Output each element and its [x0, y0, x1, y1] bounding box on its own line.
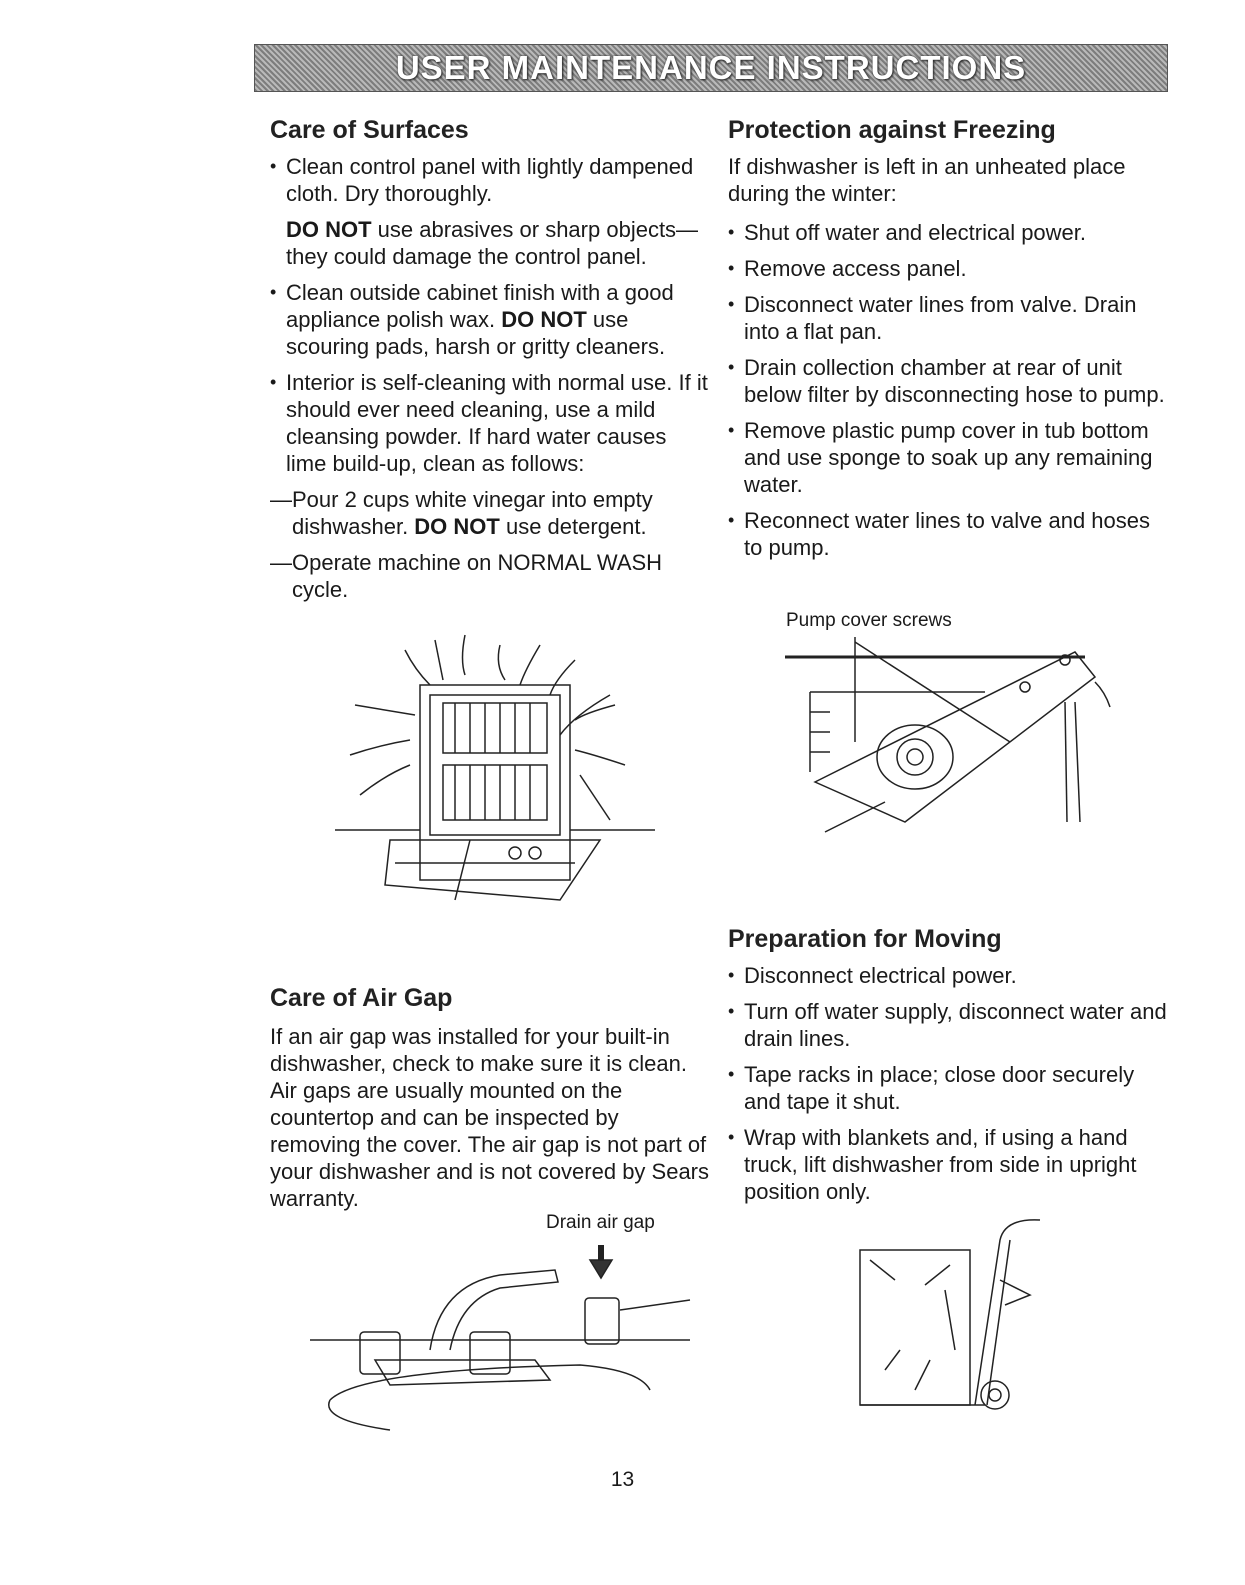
air-gap-paragraph: If an air gap was installed for your built-in dishwasher, check to make sure it is clean. Air gaps are usually mounted on the countertop and can be inspected by removing the cover. The air gap is not part of your dishwasher and is not covered by Sears warranty. — [270, 1024, 710, 1211]
moving-step: • Wrap with blankets and, if using a hand truck, lift dishwasher from side in upright position only. — [728, 1124, 1168, 1205]
moving-heading: Preparation for Moving — [728, 925, 1002, 953]
dishwasher-illustration — [335, 625, 675, 920]
freezing-step: • Remove plastic pump cover in tub bottom and use sponge to soak up any remaining water. — [728, 417, 1168, 498]
freezing-step: • Drain collection chamber at rear of unit below filter by disconnecting hose to pump. — [728, 354, 1168, 408]
pump-cover-caption: Pump cover screws — [786, 610, 952, 631]
surface-bullet-2 — [270, 279, 710, 360]
care-of-air-gap-section — [270, 984, 710, 1212]
surface-bullet-1-text: Clean control panel with lightly dampened cloth. Dry thoroughly. — [286, 154, 694, 206]
hand-truck-illustration — [855, 1210, 1045, 1420]
warning-text: use abrasives or sharp objects—they could damage the control panel. — [286, 217, 699, 269]
care-of-surfaces-section — [270, 116, 710, 612]
warning-bold: DO NOT — [286, 217, 372, 242]
freezing-step: • Remove access panel. — [728, 255, 1168, 282]
surface-warning — [270, 216, 710, 270]
moving-step: • Turn off water supply, disconnect water and drain lines. — [728, 998, 1168, 1052]
freezing-step: • Disconnect water lines from valve. Drain into a flat pan. — [728, 291, 1168, 345]
section-banner — [254, 44, 1168, 92]
page-number: 13 — [610, 1468, 635, 1491]
air-gap-illustration — [300, 1240, 720, 1435]
dash-1-start: Pour 2 cups white vinegar into empty dishwasher. — [292, 487, 653, 539]
surface-bullet-1 — [270, 153, 710, 207]
moving-step: • Disconnect electrical power. — [728, 962, 1168, 989]
dash-mark: — — [270, 487, 292, 512]
air-gap-caption: Drain air gap — [546, 1212, 655, 1233]
bullet-2-start: Clean outside cabinet finish with a good appliance polish wax. — [286, 280, 674, 332]
surface-bullet-3 — [270, 369, 710, 477]
dash-item-2 — [270, 549, 710, 603]
dash-1-end: use detergent. — [499, 514, 647, 539]
dash-item-1 — [270, 486, 710, 540]
freezing-intro: If dishwasher is left in an unheated place during the winter: — [728, 154, 1126, 206]
bullet-3-text: Interior is self-cleaning with normal use. If it should ever need cleaning, use a mild cleansing powder. If hard water causes lime build-up, clean as follows: — [286, 370, 708, 476]
moving-step: • Tape racks in place; close door securely and tape it shut. — [728, 1061, 1168, 1115]
care-of-air-gap-heading: Care of Air Gap — [270, 984, 453, 1012]
preparation-for-moving-section — [728, 925, 1168, 1214]
bullet-2-end: use scouring pads, harsh or gritty cleaners. — [286, 307, 666, 359]
dash-1-bold: DO NOT — [414, 514, 500, 539]
bullet-2-bold: DO NOT — [501, 307, 587, 332]
freezing-step: • Shut off water and electrical power. — [728, 219, 1168, 246]
banner-title: USER MAINTENANCE INSTRUCTIONS — [395, 49, 1027, 86]
protection-against-freezing-section — [728, 116, 1168, 570]
pump-cover-illustration — [785, 632, 1120, 857]
care-of-surfaces-heading: Care of Surfaces — [270, 116, 469, 144]
freezing-heading: Protection against Freezing — [728, 116, 1056, 144]
dash-mark: — — [270, 550, 292, 575]
dash-2-text: Operate machine on NORMAL WASH cycle. — [292, 550, 663, 602]
freezing-step: • Reconnect water lines to valve and hoses to pump. — [728, 507, 1168, 561]
